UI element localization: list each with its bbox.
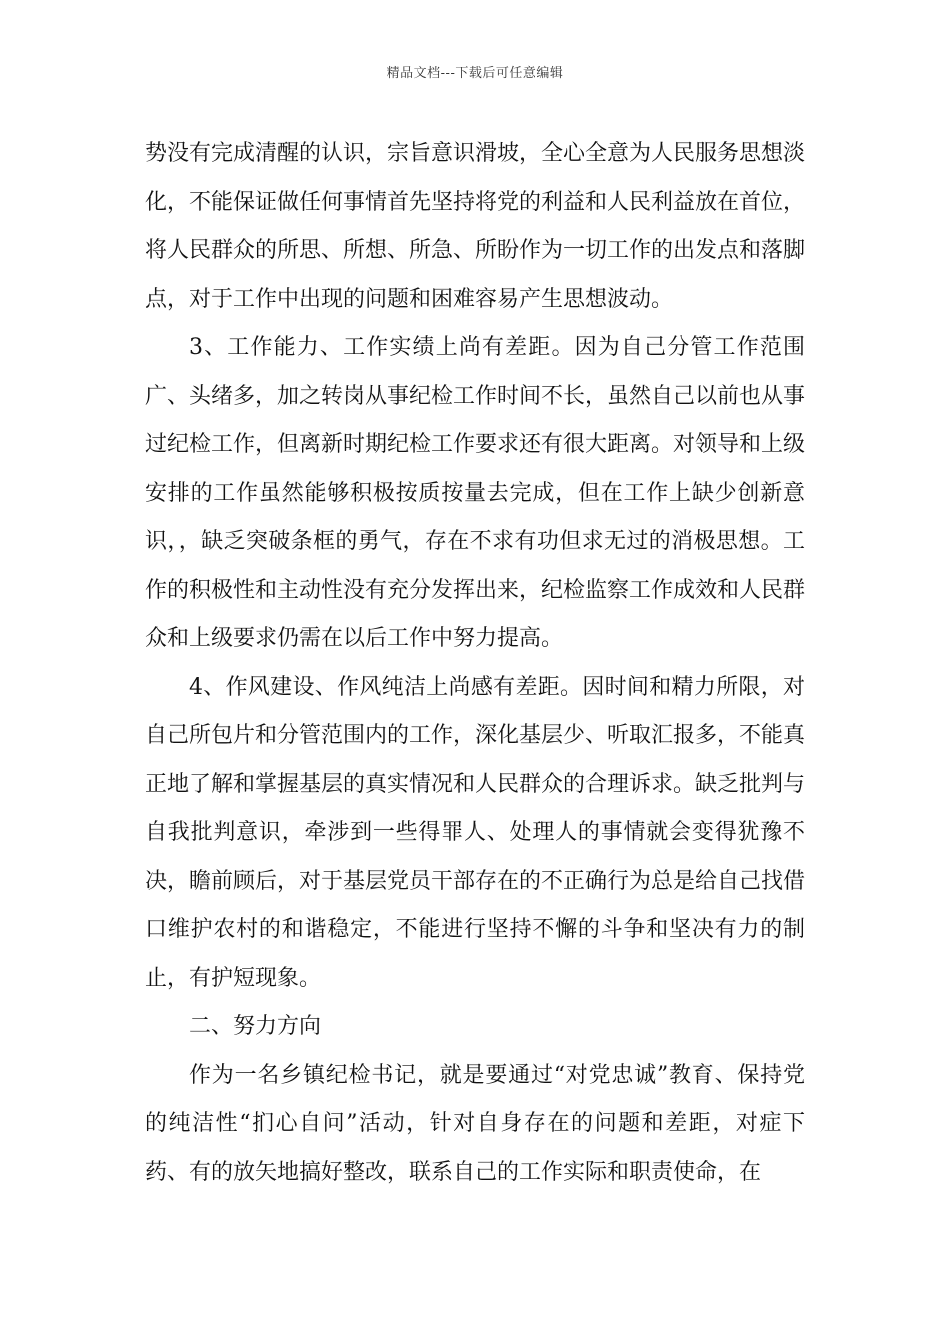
paragraph-item-3: 3、工作能力、工作实绩上尚有差距。因为自己分管工作范围广、头绪多，加之转岗从事纪检工作时间不长，虽然自己以前也从事过纪检工作，但离新时期纪检工作要求还有很大距离。对领导和上级安排的工作虽然能够积极按质按量去完成，但在工作上缺少创新意识，，缺乏突破条框的勇气，存在不求有功但求无过的消极思想。工作的积极性和主动性没有充分发挥出来，纪检监察工作成效和人民群众和上级要求仍需在以后工作中努力提高。 bbox=[145, 335, 806, 651]
paragraph-direction: 作为一名乡镇纪检书记，就是要通过“对党忠诚”教育、保持党的纯洁性“扪心自问”活动，针对自身存在的问题和差距，对症下药、有的放矢地搞好整改，联系自己的工作实际和职责使命，在 bbox=[145, 1062, 805, 1185]
paragraph-item-4: 4、作风建设、作风纯洁上尚感有差距。因时间和精力所限，对自己所包片和分管范围内的工作，深化基层少、听取汇报多，不能真正地了解和掌握基层的真实情况和人民群众的合理诉求。缺乏批判与自我批判意识，牵涉到一些得罪人、处理人的事情就会变得犹豫不决，瞻前顾后，对于基层党员干部存在的不正确行为总是给自己找借口维护农村的和谐稳定，不能进行坚持不懈的斗争和坚决有力的制止，有护短现象。 bbox=[145, 674, 806, 991]
paragraph-continuation: 势没有完成清醒的认识，宗旨意识滑坡，全心全意为人民服务思想淡化，不能保证做任何事情首先坚持将党的利益和人民利益放在首位，将人民群众的所思、所想、所急、所盼作为一切工作的出发点和落脚点，对于工作中出现的问题和困难容易产生思想波动。 bbox=[145, 141, 806, 312]
page-header: 精品文档---下载后可任意编辑 bbox=[386, 66, 564, 81]
section-heading: 二、努力方向 bbox=[189, 1014, 322, 1039]
document-body bbox=[145, 130, 805, 1197]
